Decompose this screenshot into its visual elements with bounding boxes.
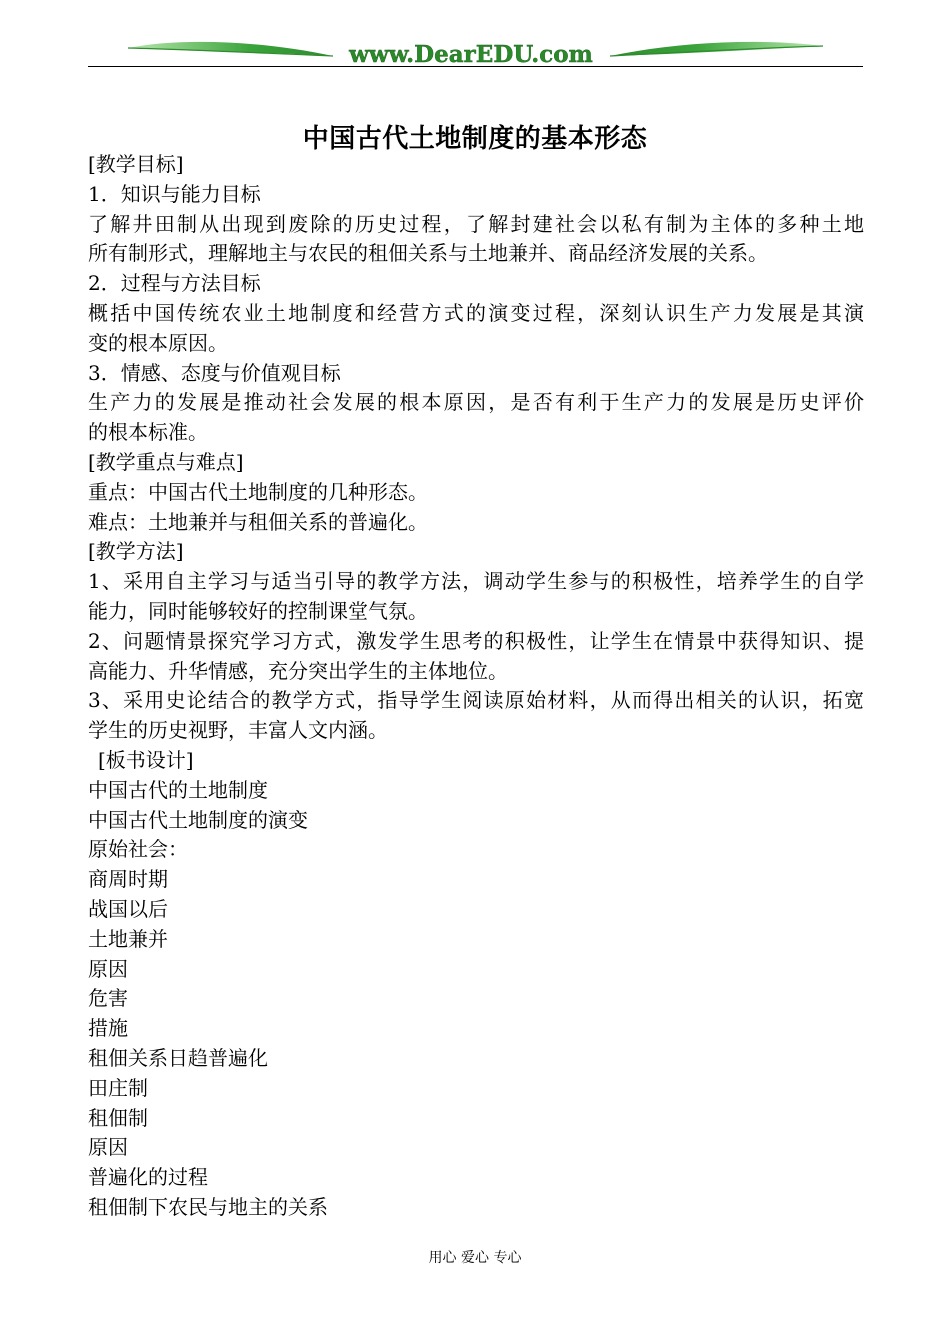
method-line: 1、采用自主学习与适当引导的教学方法，调动学生参与的积极性，培养学生的自学 xyxy=(88,569,864,594)
outline-item: 措施 xyxy=(88,1016,128,1041)
section-heading-key-points: [教学重点与难点] xyxy=(88,449,244,474)
outline-item: 商周时期 xyxy=(88,867,168,892)
outline-item: 田庄制 xyxy=(88,1075,148,1100)
method-line: 高能力、升华情感，充分突出学生的主体地位。 xyxy=(88,658,508,683)
header-rule xyxy=(88,66,863,67)
outline-item: 土地兼并 xyxy=(88,926,168,951)
outline-item: 原因 xyxy=(88,1135,128,1160)
outline-item: 租佃关系日趋普遍化 xyxy=(88,1045,268,1070)
difficulty-line: 难点：土地兼并与租佃关系的普遍化。 xyxy=(88,509,428,534)
objective-heading-2: 2．过程与方法目标 xyxy=(88,271,261,296)
paragraph-line: 变的根本原因。 xyxy=(88,330,228,355)
paragraph-line: 所有制形式，理解地主与农民的租佃关系与土地兼并、商品经济发展的关系。 xyxy=(88,241,768,266)
outline-item: 租佃制下农民与地主的关系 xyxy=(88,1194,328,1219)
outline-item: 租佃制 xyxy=(88,1105,148,1130)
method-line: 能力，同时能够较好的控制课堂气氛。 xyxy=(88,598,428,623)
outline-item: 普遍化的过程 xyxy=(88,1165,208,1190)
document-title: 中国古代土地制度的基本形态 xyxy=(302,124,648,154)
paragraph-line: 概括中国传统农业土地制度和经营方式的演变过程，深刻认识生产力发展是其演 xyxy=(88,300,864,325)
key-point-line: 重点：中国古代土地制度的几种形态。 xyxy=(88,479,428,504)
outline-item: 原因 xyxy=(88,956,128,981)
outline-item: 中国古代的土地制度 xyxy=(88,777,268,802)
method-line: 2、问题情景探究学习方式，激发学生思考的积极性，让学生在情景中获得知识、提 xyxy=(88,628,864,653)
logo-text: www.DearEDU.com xyxy=(349,41,593,68)
objective-heading-1: 1．知识与能力目标 xyxy=(88,181,261,206)
outline-item: 危害 xyxy=(88,986,128,1011)
section-heading-methods: [教学方法] xyxy=(88,539,184,564)
method-line: 学生的历史视野，丰富人文内涵。 xyxy=(88,718,388,743)
outline-item: 原始社会： xyxy=(88,837,188,862)
page-footer: 用心 爱心 专心 xyxy=(428,1250,522,1266)
method-line: 3、采用史论结合的教学方式，指导学生阅读原始材料，从而得出相关的认识，拓宽 xyxy=(88,688,864,713)
objective-heading-3: 3．情感、态度与价值观目标 xyxy=(88,360,341,385)
outline-item: 中国古代土地制度的演变 xyxy=(88,807,308,832)
paragraph-line: 了解井田制从出现到废除的历史过程，了解封建社会以私有制为主体的多种土地 xyxy=(88,211,864,236)
paragraph-line: 生产力的发展是推动社会发展的根本原因，是否有利于生产力的发展是历史评价 xyxy=(88,390,864,415)
section-heading-board-design: [板书设计] xyxy=(98,747,194,772)
document-body xyxy=(88,150,864,1223)
dearedu-logo xyxy=(88,36,863,70)
header-logo-banner xyxy=(88,36,863,70)
paragraph-line: 的根本标准。 xyxy=(88,420,208,445)
outline-item: 战国以后 xyxy=(88,896,168,921)
section-heading-objectives: [教学目标] xyxy=(88,152,184,176)
